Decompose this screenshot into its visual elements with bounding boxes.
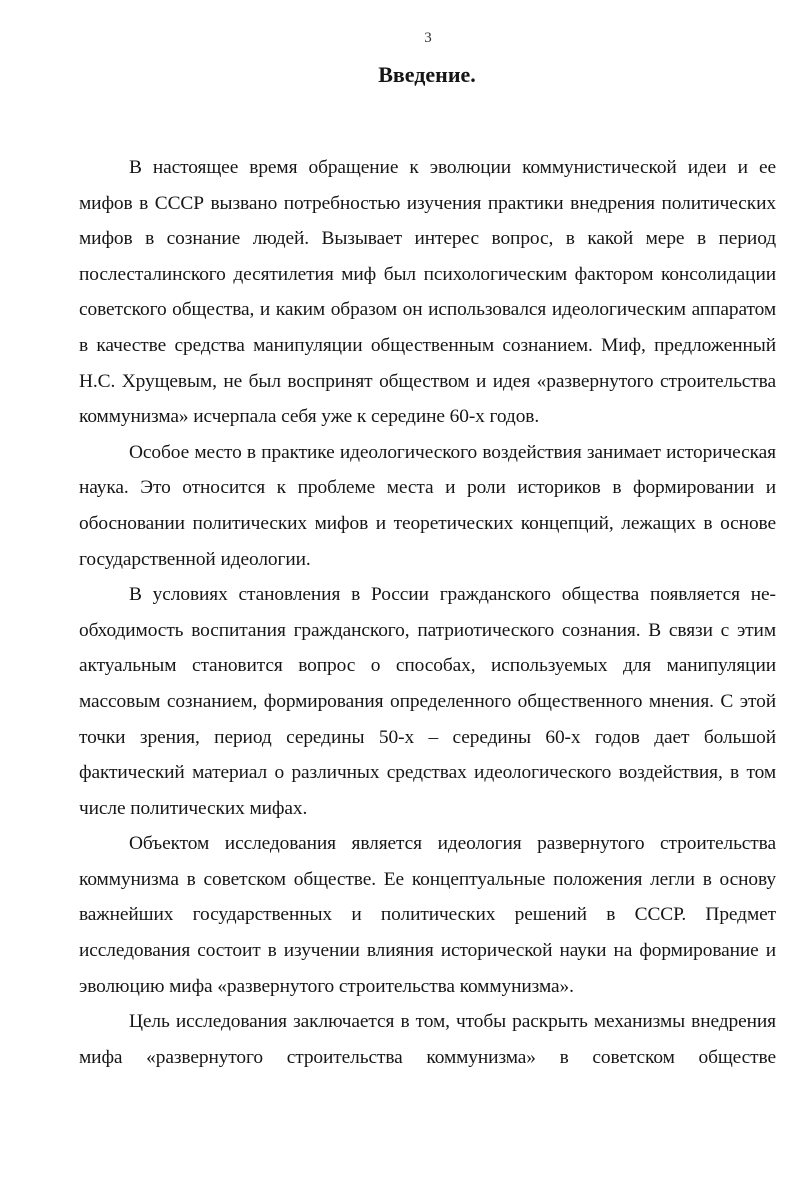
paragraph: Особое место в практике идеологического воздействия занимает историческая наука. Это относится к проблеме места и роли историков в формировании и обосновании политических мифов и теоретических концепций, лежащих в основе государственной идеологии.: [79, 441, 776, 570]
paragraph: В условиях становления в России гражданского общества появляется необходимость воспитания гражданского, патриотического сознания. В связи с этим актуальным становится вопрос о способах, используемых для манипуляции массовым сознанием, формирования определенного общественного мнения. С этой точки зрения, период середины 50-х – середины 60-х годов дает большой фактический материал о различных средствах идеологического воздействия, в том числе политических мифах.: [79, 584, 776, 819]
page-number: 3: [424, 30, 432, 46]
paragraph: В настоящее время обращение к эволюции коммунистической идеи и ее мифов в СССР вызвано потребностью изучения практики внедрения политических мифов в сознание людей. Вызывает интерес вопрос, в какой мере в период послесталинского десятилетия миф был психологическим фактором консолидации советского общества, и каким образом он использовался идеологическим аппаратом в качестве средства манипуляции общественным сознанием. Миф, предложенный Н.С. Хрущевым, не был воспринят обществом и идея «развернутого строительства коммунизма» исчерпала себя уже к середине 60-х годов.: [79, 157, 776, 428]
paragraph: Объектом исследования является идеология развернутого строительства коммунизма в советском обществе. Ее концептуальные положения легли в основу важнейших государственных и политических решений в СССР. Предмет исследования состоит в изучении влияния исторической науки на формирование и эволюцию мифа «развернутого строительства коммунизма».: [79, 833, 776, 997]
paragraph: Цель исследования заключается в том, чтобы раскрыть механизмы внедрения мифа «развернутого строительства коммунизма» в советском обществе: [79, 1011, 776, 1068]
document-body: [79, 150, 776, 1075]
page-title: Введение.: [378, 62, 476, 87]
